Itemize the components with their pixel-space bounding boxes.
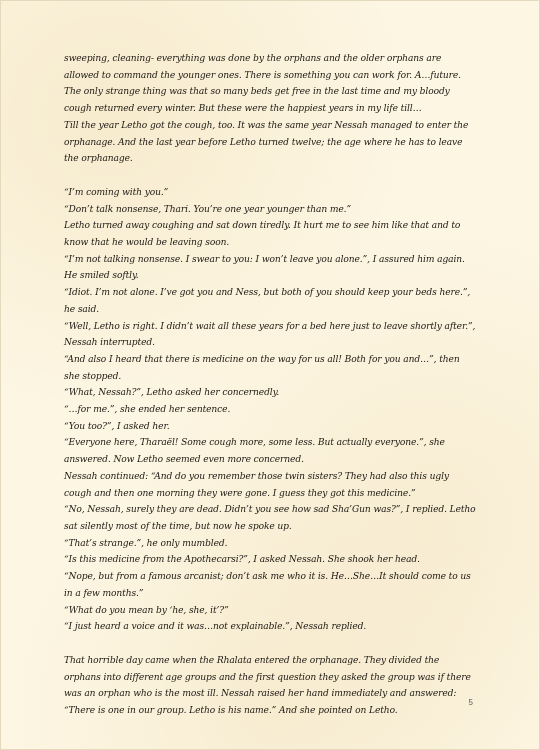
paragraph: Letho turned away coughing and sat down tiredly. It hurt me to see him like that and to know that he would be leaving soon. — [64, 221, 461, 249]
paragraph: “Everyone here, Tharaël! Some cough more, some less. But actually everyone.”, she answered. Now Letho seemed even more concerned. — [64, 438, 445, 466]
paragraph: “…for me.”, she ended her sentence. — [64, 405, 231, 416]
paragraph: “Nope, but from a famous arcanist; don’t ask me who it is. He…She…It should come to us in a few months.” — [64, 572, 471, 599]
page-number: 5 — [468, 698, 473, 707]
paragraph: “No, Nessah, surely they are dead. Didn’t you see how sad Sha’Gun was?”, I replied. Letho sat silently most of the time, but now he spoke up. — [64, 505, 476, 532]
paragraph: “Well, Letho is right. I didn’t wait all these years for a bed here just to leave shortly after.”, Nessah interrupted. — [64, 321, 476, 349]
paragraph: Till the year Letho got the cough, too. It was the same year Nessah managed to enter the orphanage. And the last year before Letho turned twelve; the age where he has to leave the orphanage. — [64, 120, 469, 165]
paragraph-gap — [64, 636, 476, 653]
paragraph: “What do you mean by ‘he, she, it’?” — [64, 605, 229, 616]
paragraph: That horrible day came when the Rhalata entered the orphanage. They divided the orphans into different age groups and the first question they asked the group was if there was an orphan who is the most ill. Nessah raised her hand immediately and answered: — [64, 655, 471, 700]
paragraph: “I just heard a voice and it was…not explainable.”, Nessah replied. — [64, 622, 367, 633]
paragraph: “What, Nessah?”, Letho asked her concernedly. — [64, 388, 280, 399]
story-text — [64, 51, 476, 720]
paragraph: sweeping, cleaning- everything was done by the orphans and the older orphans are allowed to command the younger ones. There is something you can work for. A…future. The only strange thing was that so many beds get free in the last time and my bloody cough returned every winter. But these were the happiest years in my life till… — [64, 54, 461, 115]
paragraph: “Is this medicine from the Apothecarsi?”, I asked Nessah. She shook her head. — [64, 555, 420, 566]
paragraph: “And also I heard that there is medicine on the way for us all! Both for you and…”, then she stopped. — [64, 354, 460, 382]
paragraph: “Don’t talk nonsense, Thari. You’re one year younger than me.” — [64, 204, 352, 215]
paragraph: Nessah continued: “And do you remember those twin sisters? They had also this ugly cough and then one morning they were gone. I guess they got this medicine.” — [64, 471, 449, 499]
paragraph: “That’s strange.”, he only mumbled. — [64, 538, 228, 549]
paragraph: “I’m not talking nonsense. I swear to you: I won’t leave you alone.”, I assured him again. He smiled softly. — [64, 254, 465, 282]
paragraph: “There is one in our group. Letho is his name.” And she pointed on Letho. — [64, 706, 398, 717]
paragraph-gap — [64, 168, 476, 185]
paragraph: “You too?”, I asked her. — [64, 421, 170, 432]
paragraph: “Idiot. I’m not alone. I’ve got you and Ness, but both of you should keep your beds here.”, he said. — [64, 288, 471, 315]
paragraph: “I’m coming with you.” — [64, 187, 169, 198]
